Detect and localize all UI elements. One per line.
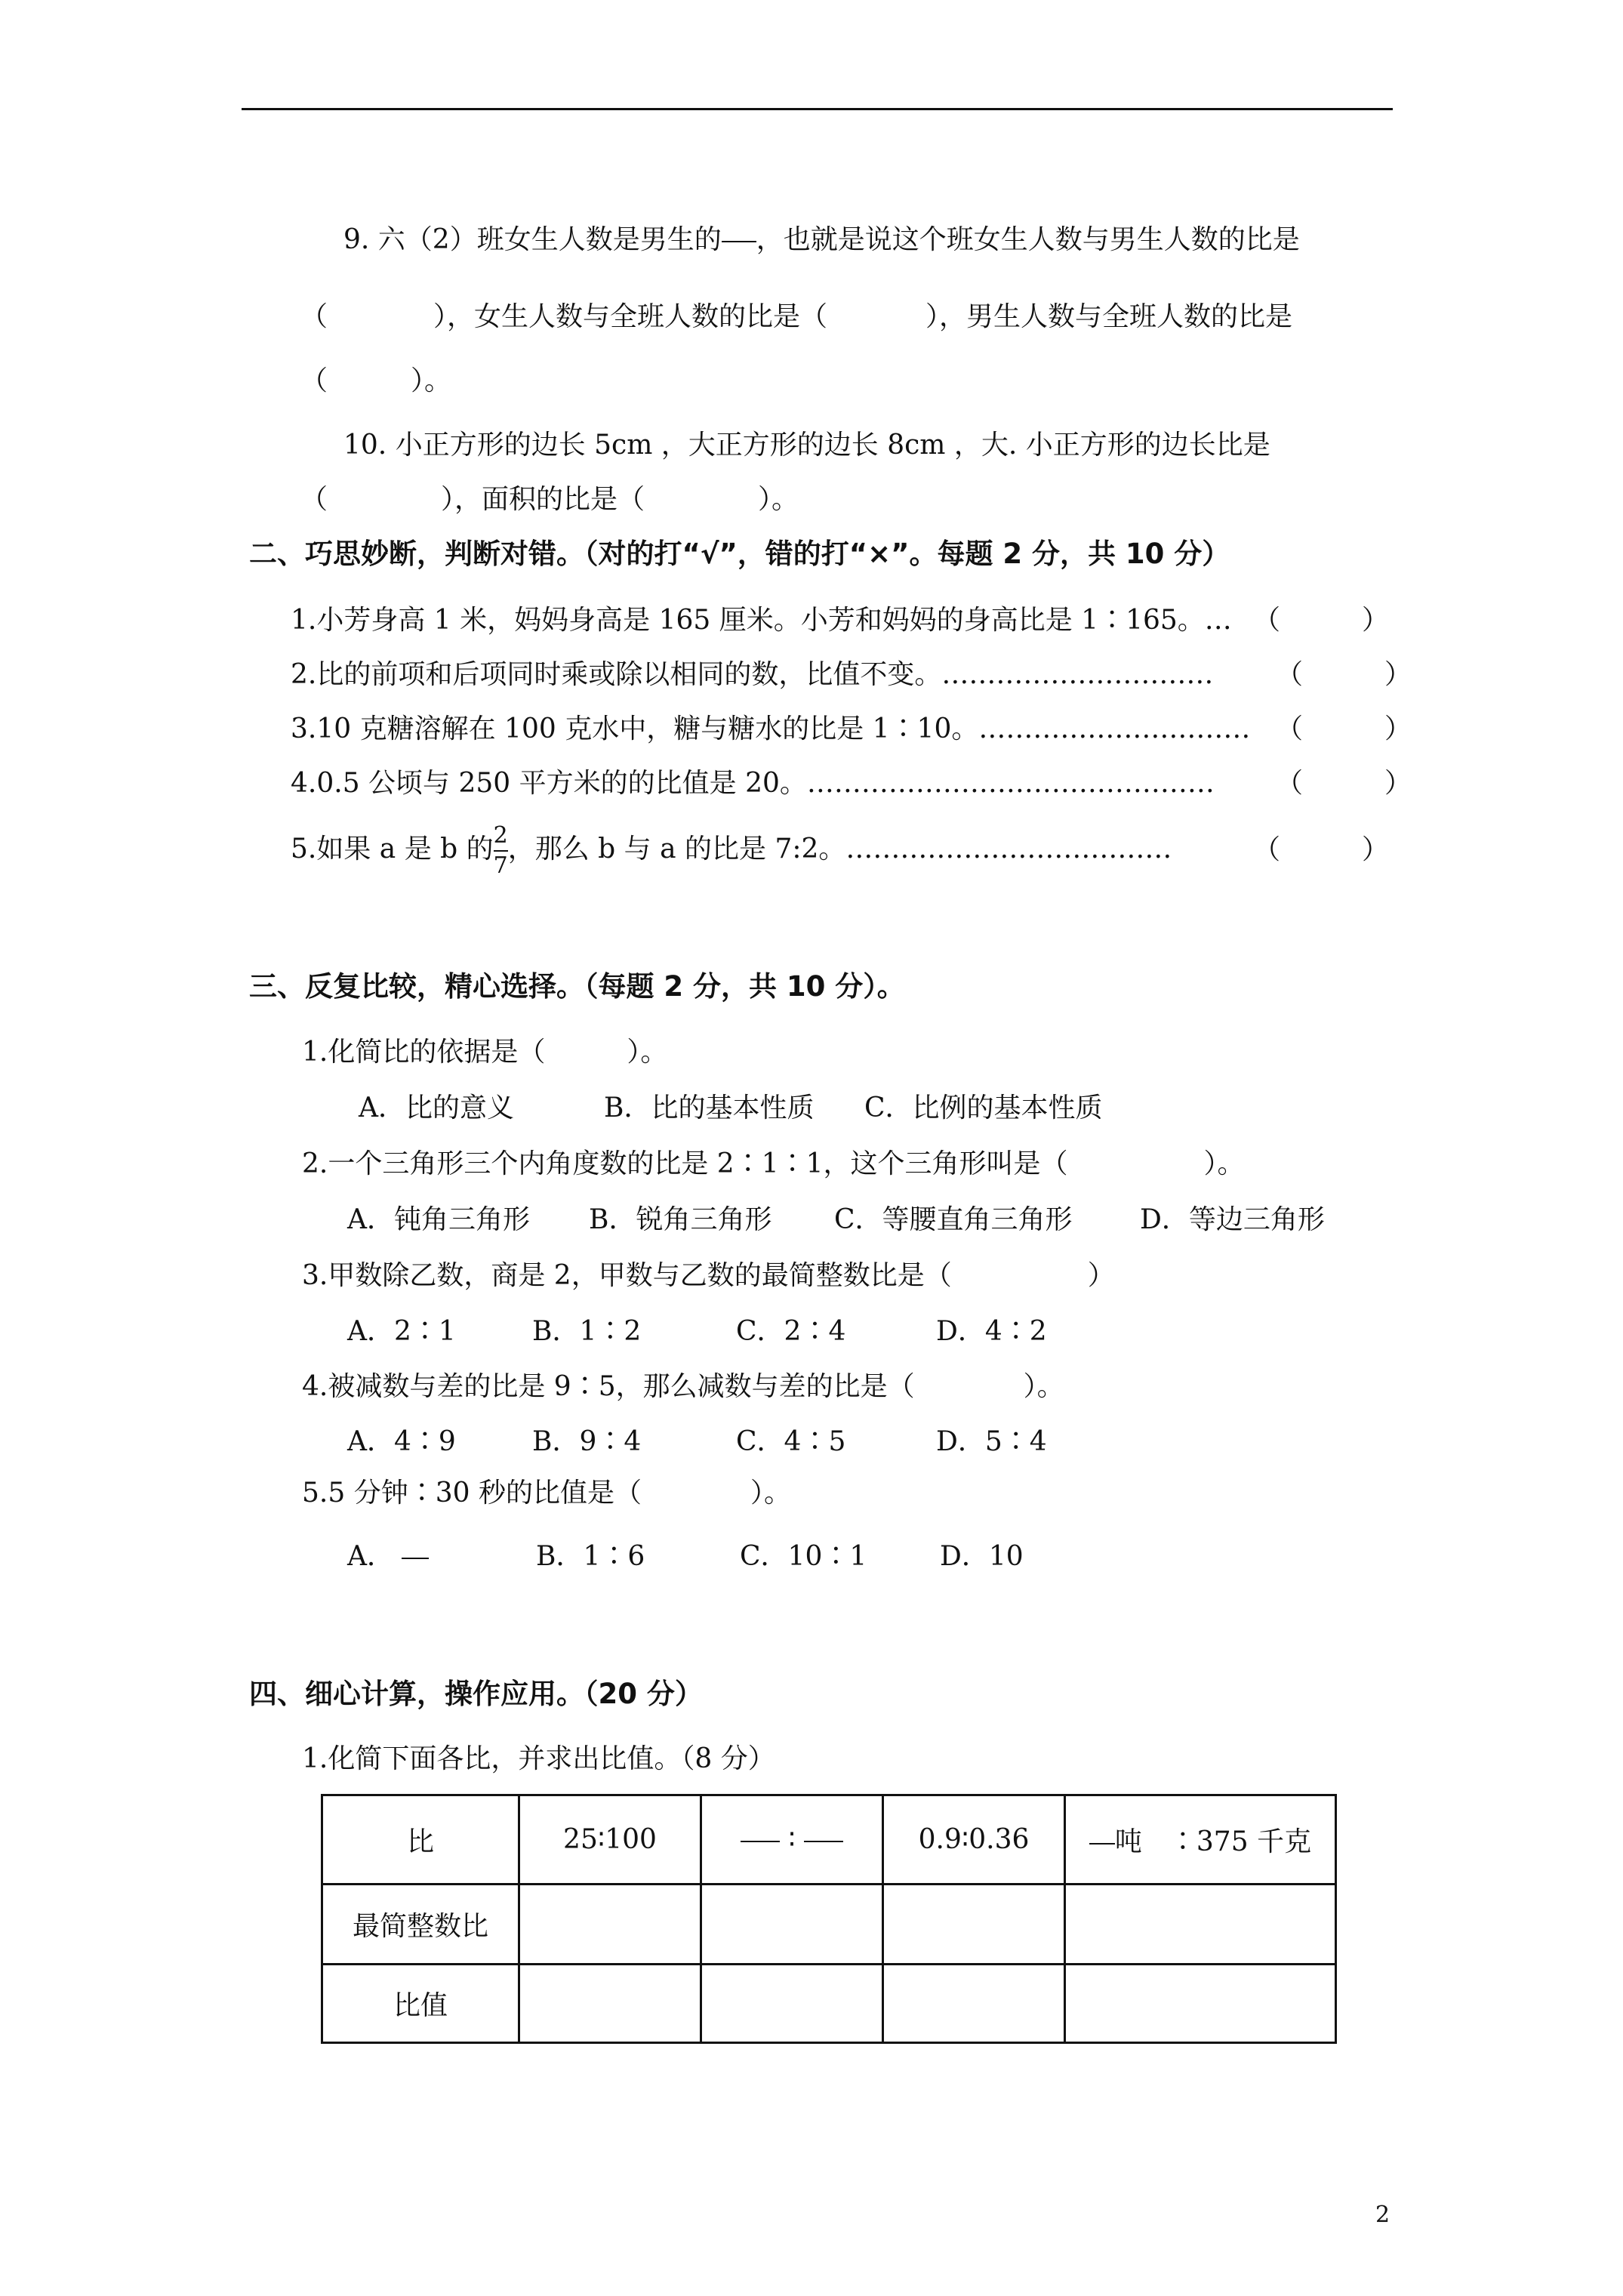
fraction-blank — [722, 241, 756, 242]
choice-q2-d[interactable]: D．等边三角形 — [1140, 1204, 1325, 1235]
choice-q5-a-label: A． — [347, 1541, 394, 1572]
choice-q3-d[interactable]: D．4∶2 — [936, 1316, 1047, 1347]
choice-q5-a[interactable] — [347, 1540, 429, 1573]
q10-line2-end: ）。 — [758, 484, 799, 515]
judge-item-4: 4.0.5 公顷与 250 平方米的的比值是 20。……………………………………… — [291, 768, 1215, 799]
q9-line2-end: ），男生人数与全班人数的比是 — [925, 301, 1293, 332]
choice-q1-b[interactable]: B．比的基本性质 — [604, 1093, 815, 1123]
choice-q5-b[interactable]: B．1∶6 — [536, 1541, 645, 1572]
section4-title: 四、细心计算，操作应用。（20 分） — [249, 1678, 703, 1710]
fraction-denominator: 7 — [493, 852, 508, 879]
row-label-simplest: 最简整数比 — [322, 1885, 519, 1965]
fraction-numerator: 2 — [493, 822, 508, 849]
table-row — [322, 1795, 1336, 1885]
answer-cell[interactable] — [519, 1885, 701, 1965]
q9-line2-mid: ），女生人数与全班人数的比是（ — [433, 301, 828, 332]
fraction-blank — [741, 1841, 780, 1842]
ratio-cell-4 — [1065, 1795, 1336, 1885]
answer-cell[interactable] — [883, 1965, 1065, 2043]
choice-q1-a[interactable]: A．比的意义 — [359, 1093, 514, 1123]
fraction-blank — [804, 1841, 843, 1842]
judge-paren-1[interactable]: （ ） — [1253, 605, 1390, 636]
ratio-cell-3: 0.9∶0.36 — [883, 1795, 1065, 1885]
answer-cell[interactable] — [701, 1965, 883, 2043]
choice-q4-a[interactable]: A．4∶9 — [347, 1426, 456, 1457]
judge-paren-4[interactable]: （ ） — [1276, 768, 1412, 799]
answer-cell[interactable] — [1065, 1885, 1336, 1965]
choice-q5-d[interactable]: D．10 — [940, 1541, 1024, 1572]
choice-q3-a[interactable]: A．2∶1 — [347, 1316, 456, 1347]
fraction-blank — [402, 1558, 429, 1559]
q9-line3-open: （ — [300, 365, 328, 396]
section4-q1: 1.化简下面各比，并求出比值。（8 分） — [302, 1743, 775, 1774]
judge-item-5-end: ，那么 b 与 a 的比是 7:2。……………………………… — [507, 834, 1172, 864]
q9-line2 — [300, 300, 1292, 334]
q9-line1-start: 9. 六（2）班女生人数是男生的 — [343, 224, 722, 255]
q10-line2 — [300, 483, 799, 516]
choice-q5-c[interactable]: C．10∶1 — [740, 1541, 867, 1572]
q9-line1 — [343, 223, 1300, 257]
row-label-ratio: 比 — [322, 1795, 519, 1885]
choice-q3-b[interactable]: B．1∶2 — [532, 1316, 642, 1347]
section2-title: 二、巧思妙断，判断对错。（对的打“√”，错的打“×”。每题 2 分，共 10 分） — [249, 538, 1230, 570]
answer-cell[interactable] — [1065, 1965, 1336, 2043]
row-label-value: 比值 — [322, 1965, 519, 2043]
choice-q1-c[interactable]: C．比例的基本性质 — [864, 1093, 1103, 1123]
table-row — [322, 1885, 1336, 1965]
q9-line1-end: ，也就是说这个班女生人数与男生人数的比是 — [756, 224, 1300, 255]
q10-paren-open: （ — [300, 484, 328, 515]
ratio-cell-4-text: 吨 ∶375 千克 — [1114, 1826, 1312, 1857]
judge-item-1: 1.小芳身高 1 米，妈妈身高是 165 厘米。小芳和妈妈的身高比是 1∶165。… — [291, 605, 1232, 636]
choice-q2-c[interactable]: C．等腰直角三角形 — [834, 1204, 1073, 1235]
choice-q5-stem: 5.5 分钟∶30 秒的比值是（ ）。 — [302, 1478, 791, 1509]
header-rule — [242, 108, 1393, 110]
judge-item-3: 3.10 克糖溶解在 100 克水中，糖与糖水的比是 1∶10。………………………… — [291, 713, 1251, 744]
choice-q3-stem: 3.甲数除乙数，商是 2，甲数与乙数的最简整数比是（ ） — [302, 1260, 1115, 1291]
judge-item-2: 2.比的前项和后项同时乘或除以相同的数，比值不变。………………………… — [291, 659, 1214, 690]
judge-paren-3[interactable]: （ ） — [1276, 713, 1412, 744]
choice-q2-stem: 2.一个三角形三个内角度数的比是 2∶1∶1，这个三角形叫是（ ）。 — [302, 1148, 1245, 1179]
judge-paren-2[interactable]: （ ） — [1276, 659, 1412, 690]
answer-cell[interactable] — [519, 1965, 701, 2043]
ratio-cell-2 — [701, 1795, 883, 1885]
choice-q4-b[interactable]: B．9∶4 — [532, 1426, 642, 1457]
section3-title: 三、反复比较，精心选择。（每题 2 分，共 10 分）。 — [249, 970, 905, 1003]
choice-q4-stem: 4.被减数与差的比是 9∶5，那么减数与差的比是（ ）。 — [302, 1371, 1064, 1402]
ratio-colon: ∶ — [788, 1824, 796, 1855]
judge-paren-5[interactable]: （ ） — [1253, 834, 1390, 865]
answer-cell[interactable] — [701, 1885, 883, 1965]
q9-line3 — [300, 365, 451, 398]
answer-cell[interactable] — [883, 1885, 1065, 1965]
q9-paren-open: （ — [300, 301, 328, 332]
fraction-2-7 — [494, 823, 508, 879]
choice-q4-c[interactable]: C．4∶5 — [736, 1426, 846, 1457]
choice-q1-stem: 1.化简比的依据是（ ）。 — [302, 1037, 668, 1068]
choice-q2-a[interactable]: A．钝角三角形 — [347, 1204, 530, 1235]
table-row — [322, 1965, 1336, 2043]
ratio-table — [321, 1794, 1337, 2044]
q10-line1: 10. 小正方形的边长 5cm ，大正方形的边长 8cm ，大. 小正方形的边长比是 — [343, 430, 1270, 461]
judge-item-5 — [291, 815, 1172, 883]
ratio-cell-1: 25∶100 — [519, 1795, 701, 1885]
page-number: 2 — [1375, 2202, 1390, 2228]
choice-q4-d[interactable]: D．5∶4 — [936, 1426, 1047, 1457]
fraction-blank — [1089, 1843, 1115, 1845]
judge-item-5-start: 5.如果 a 是 b 的 — [291, 834, 494, 864]
q10-line2-mid: ），面积的比是（ — [441, 484, 645, 515]
q9-line3-close: ）。 — [411, 365, 452, 396]
choice-q3-c[interactable]: C．2∶4 — [736, 1316, 846, 1347]
choice-q2-b[interactable]: B．锐角三角形 — [589, 1204, 772, 1235]
